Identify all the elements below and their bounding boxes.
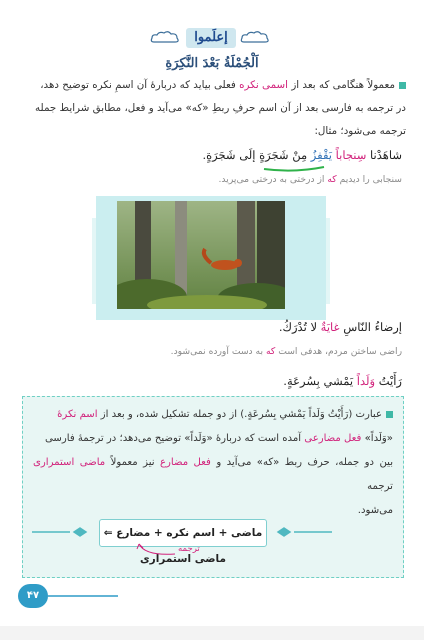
- formula-box: ماضی + اسم نکره + مضارع ⇐ ماضی استمراری: [99, 519, 267, 547]
- page-rule-icon: [48, 592, 118, 600]
- intro-text: فعلی بیاید که دربارهٔ آن اسمِ نکره توضیح دهد،: [40, 79, 240, 91]
- lesson-heading: اَلْجُمْلَةُ بَعْدَ النَّكِرَةِ: [165, 56, 259, 71]
- explanation-line-3: [33, 451, 393, 499]
- intro-line-2: در ترجمه به فارسی بعد از آن اسم حرفِ ربطِ «که» می‌آید و فعل، مطابق شرایط جمله: [35, 102, 406, 114]
- bullet-square-icon: [386, 411, 393, 418]
- box-text: آمده است که دربارهٔ «وَلَداً» توضیح می‌دهد؛ در ترجمهٔ فارسی: [45, 433, 305, 444]
- translation-text: به دست آورده نمی‌شود.: [170, 346, 266, 357]
- example-translation-1: [219, 174, 402, 185]
- example-text: رَأَيْتُ: [375, 374, 402, 388]
- translation-text: راضی ساختن مردم، هدفی است: [275, 346, 402, 357]
- badge-label: إعلَموا: [186, 28, 236, 48]
- squirrel-photo: [117, 201, 285, 309]
- page-number: ۴۷: [18, 584, 48, 608]
- intro-paragraph: [20, 74, 406, 97]
- box-highlight: فعل مضارعی: [304, 433, 362, 444]
- bullet-square-icon: [399, 82, 406, 89]
- section-badge: [150, 26, 270, 52]
- cloud-ornament-left-icon: [150, 30, 180, 46]
- underline-mark-icon: [262, 163, 326, 173]
- example-noun: سِنجاباً: [335, 148, 367, 162]
- page-footer-strip: [0, 626, 424, 640]
- example-noun: وَلَداً: [356, 374, 376, 388]
- box-text: عبارت (رَأَيْتُ وَلَداً يَمْشي بِسُرعَةٍ.) از دو جمله تشکیل شده، و بعد از: [97, 409, 382, 420]
- explanation-text: [33, 403, 393, 523]
- box-text: «وَلَداً»: [361, 433, 393, 444]
- box-highlight: اسم نکرهٔ: [57, 409, 98, 420]
- example-translation-2: [171, 346, 402, 357]
- translation-text: سنجابی را دیدیم: [336, 174, 402, 185]
- intro-text: معمولاً هنگامی که بعد از: [288, 79, 395, 91]
- example-arabic-3: [283, 374, 402, 388]
- cloud-ornament-right-icon: [240, 30, 270, 46]
- intro-line-3: ترجمه می‌شود؛ مثال:: [314, 125, 406, 137]
- example-text: مِنْ شَجَرَةٍ إلَى شَجَرَةٍ.: [202, 148, 311, 162]
- intro-highlight: اسمی نکره: [239, 79, 289, 91]
- example-verb: يَقْفِزُ: [310, 148, 336, 162]
- formula-ornament-left-icon: [30, 526, 90, 538]
- box-text: ترجمه: [367, 481, 393, 492]
- formula-ornament-right-icon: [274, 526, 334, 538]
- box-text: بین دو جمله، حرف ربط «که» می‌آید و: [210, 457, 394, 468]
- explanation-line-1: [33, 403, 393, 427]
- translation-ke: که: [265, 346, 276, 357]
- translation-text: از درختی به درختی می‌پرید.: [218, 174, 328, 185]
- box-highlight: ماضی استمراری: [33, 457, 106, 468]
- translation-ke: که: [327, 174, 337, 185]
- example-text: إرضاءُ النّاسِ: [339, 320, 402, 334]
- example-arabic-1: [202, 148, 402, 162]
- example-text: شاهَدْنا: [366, 148, 402, 162]
- example-text: يَمْشي بِسُرعَةٍ.: [283, 374, 357, 388]
- example-text: لا تُدْرَكُ.: [278, 320, 321, 334]
- explanation-line-2: [33, 427, 393, 451]
- example-noun: غايَةٌ: [320, 320, 340, 334]
- formula-label: ترجمه: [178, 544, 200, 554]
- explanation-line-4: می‌شود.: [357, 505, 393, 516]
- box-text: نیز معمولاً: [105, 457, 160, 468]
- box-highlight: فعل مضارع: [159, 457, 211, 468]
- example-arabic-2: [279, 320, 402, 334]
